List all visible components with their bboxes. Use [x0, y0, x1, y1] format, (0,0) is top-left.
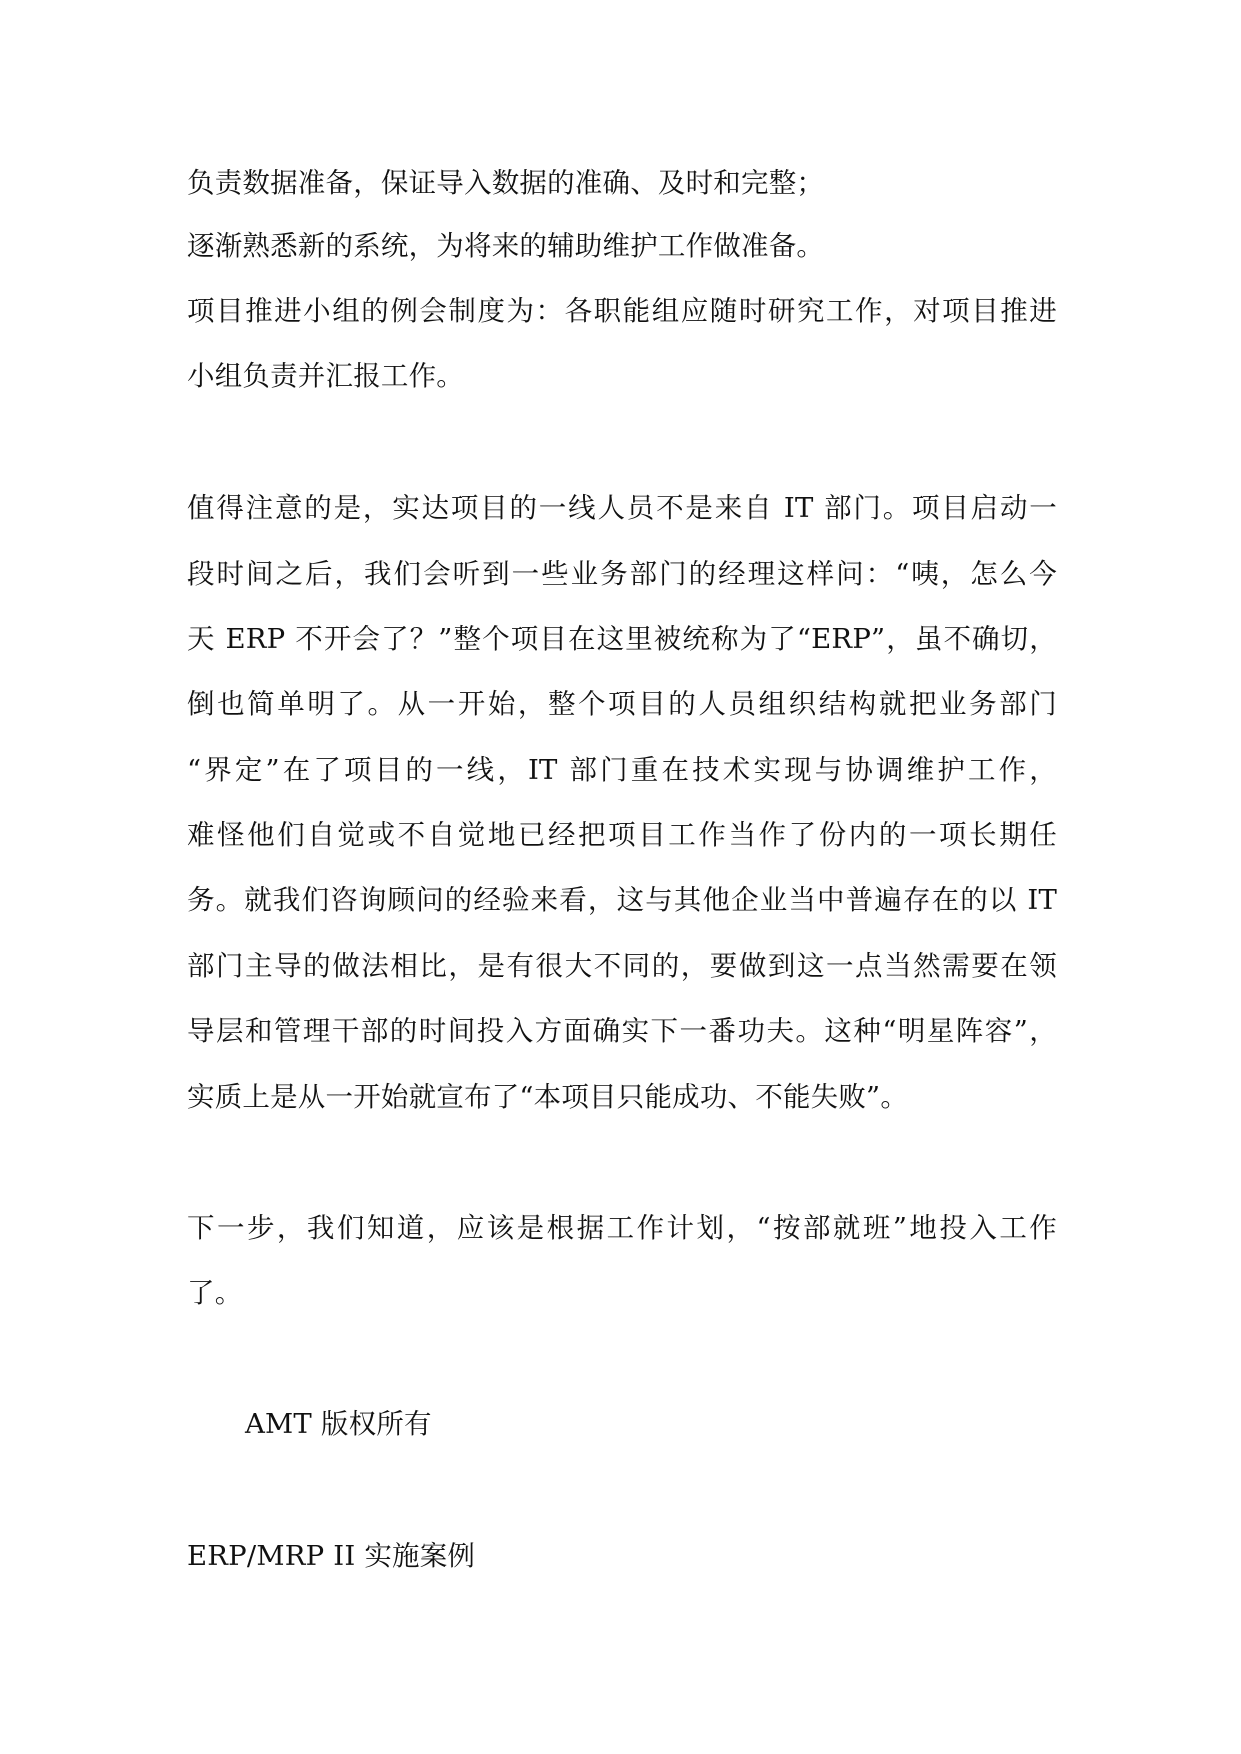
paragraph-line: 导层和管理干部的时间投入方面确实下一番功夫。这种“明星阵容”，	[187, 1015, 1057, 1047]
copyright-notice: AMT 版权所有	[245, 1408, 432, 1440]
paragraph-line: 逐渐熟悉新的系统，为将来的辅助维护工作做准备。	[187, 230, 825, 262]
paragraph-line: 倒也简单明了。从一开始，整个项目的人员组织结构就把业务部门	[187, 688, 1057, 720]
paragraph-line: 了。	[187, 1277, 243, 1309]
paragraph-line: 项目推进小组的例会制度为：各职能组应随时研究工作，对项目推进	[187, 295, 1057, 327]
paragraph-line: 下一步，我们知道，应该是根据工作计划，“按部就班”地投入工作	[187, 1212, 1057, 1244]
paragraph-line: 部门主导的做法相比，是有很大不同的，要做到这一点当然需要在领	[187, 950, 1057, 982]
paragraph-line: 段时间之后，我们会听到一些业务部门的经理这样问：“咦，怎么今	[187, 558, 1057, 590]
paragraph-line: 负责数据准备，保证导入数据的准确、及时和完整；	[187, 167, 825, 199]
paragraph-line: 难怪他们自觉或不自觉地已经把项目工作当作了份内的一项长期任	[187, 819, 1057, 851]
paragraph-line: 天 ERP 不开会了？”整个项目在这里被统称为了“ERP”，虽不确切，	[187, 623, 1057, 655]
paragraph-line: 务。就我们咨询顾问的经验来看，这与其他企业当中普遍存在的以 IT	[187, 884, 1057, 916]
paragraph-line: 小组负责并汇报工作。	[187, 360, 464, 392]
case-title: ERP/MRP II 实施案例	[187, 1540, 476, 1572]
paragraph-line: “界定”在了项目的一线，IT 部门重在技术实现与协调维护工作，	[187, 754, 1057, 786]
paragraph-line: 值得注意的是，实达项目的一线人员不是来自 IT 部门。项目启动一	[187, 492, 1057, 524]
paragraph-line: 实质上是从一开始就宣布了“本项目只能成功、不能失败”。	[187, 1081, 909, 1113]
